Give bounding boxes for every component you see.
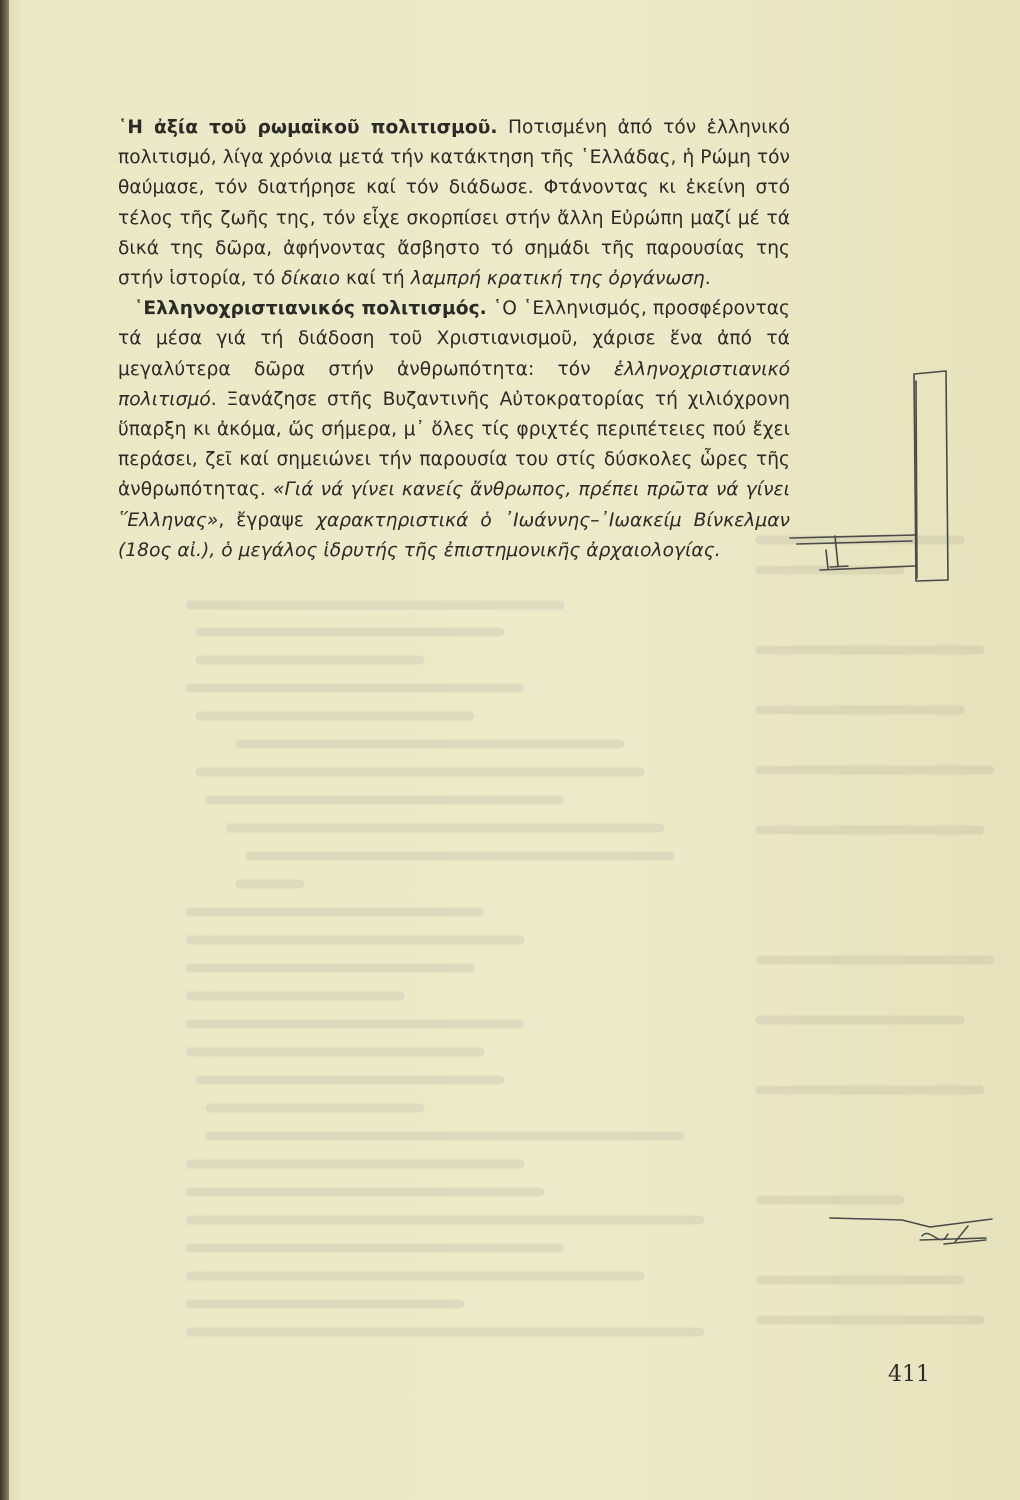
emphasis-text: ἑλληνοχριστιανικό πολιτισμό bbox=[118, 358, 790, 410]
body-text: . Ξανάζησε στῆς Βυζαντινῆς Αὐτοκρατορίας τή χιλιόχρονη ὕπαρξη κι ἀκόμα, ὥς σήμερα, μ᾽ ὅλες τίς φριχτές περιπέτειες πού ἔχει περάσει, ζεῖ καί σημειώνει τήν παρουσία του στίς δύσκολες ὧρες τῆς ἀνθρωπότητας. bbox=[118, 388, 790, 501]
emphasis-text: χαρακτηριστικά ὁ ᾽Ιωάννης–᾽Ιωακείμ Βίνκελμαν (18ος αἰ.), ὁ μεγάλος ἱδρυτής τῆς ἐπιστημονικῆς ἀρχαιολογίας. bbox=[118, 509, 790, 561]
body-text: . bbox=[704, 268, 711, 290]
body-text: Ποτισμένη ἀπό τόν ἑλληνικό πολιτισμό, λίγα χρόνια μετά τήν κατάκτηση τῆς ῾Ελλάδας, ἡ Ρώμη τόν θαύμασε, τόν διατήρησε καί τόν διάδωσε. Φτάνοντας κι ἐκείνη στό τέλος τῆς ζωῆς της, τόν εἶχε σκορπίσει στήν ἄλλη Εὐρώπη μαζί μέ τά δικά της δῶρα, ἀφήνοντας ἄσβηστο τό σημάδι τῆς παρουσίας της στήν ἱστορία, τό bbox=[118, 117, 791, 290]
page-number: 411 bbox=[888, 1362, 930, 1387]
body-text: καί τή bbox=[340, 268, 411, 290]
body-text: , ἔγραψε bbox=[218, 509, 316, 531]
body-text: ῾Ο ῾Ελληνισμός, προσφέροντας τά μέσα γιά τή διάδοση τοῦ Χριστιανισμοῦ, χάρισε ἕνα ἀπό τά μεγαλύτερα δῶρα στήν ἀνθρωπότητα: τόν bbox=[118, 298, 790, 380]
emphasis-text: δίκαιο bbox=[281, 268, 341, 290]
emphasis-text: «Γιά νά γίνει κανείς ἄνθρωπος, πρέπει πρῶτα νά γίνει ῞Ελληνας» bbox=[118, 479, 790, 531]
paragraph-heading: ῾Ελληνοχριστιανικός πολιτισμός. bbox=[134, 298, 487, 320]
paragraph-heading: ῾Η ἀξία τοῦ ρωμαϊκοῦ πολιτισμοῦ. bbox=[118, 117, 498, 138]
emphasis-text: λαμπρή κρατική της ὀργάνωση bbox=[410, 268, 705, 290]
